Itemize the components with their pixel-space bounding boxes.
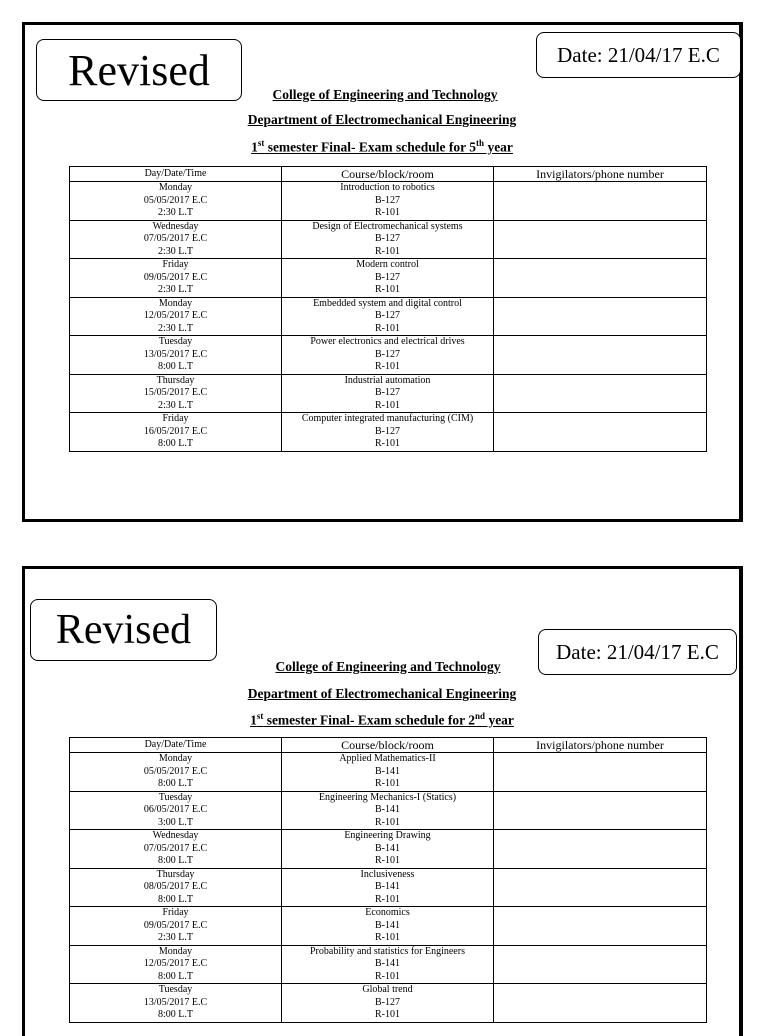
table-row <box>70 413 707 452</box>
exam-day: Tuesday <box>158 984 193 995</box>
course-block-room-cell <box>282 791 494 830</box>
day-date-time-cell <box>70 868 282 907</box>
block-number: B-127 <box>375 233 400 244</box>
course-name: Computer integrated manufacturing (CIM) <box>301 413 474 424</box>
room-number: R-101 <box>375 399 400 411</box>
exam-day: Thursday <box>156 868 195 880</box>
block-number: B-127 <box>375 271 400 283</box>
day-date-time-cell <box>70 374 282 413</box>
exam-time: 2:30 L.T <box>158 245 193 257</box>
table-row <box>70 791 707 830</box>
table-row <box>70 336 707 375</box>
room-number: R-101 <box>375 855 400 866</box>
room-number: R-101 <box>375 284 400 295</box>
block-number: B-127 <box>375 194 400 206</box>
block-number: B-141 <box>375 881 400 892</box>
exam-date: 12/05/2017 E.C <box>143 310 208 321</box>
exam-day: Friday <box>162 907 189 918</box>
exam-day: Monday <box>158 945 193 957</box>
course-name: Applied Mathematics-II <box>339 753 436 764</box>
block-number: B-141 <box>375 919 400 931</box>
invigilators-cell <box>494 297 707 336</box>
exam-time: 2:30 L.T <box>158 207 193 218</box>
exam-date: 12/05/2017 E.C <box>143 958 208 969</box>
course-block-room-cell <box>282 753 494 792</box>
department-heading: Department of Electromechanical Engineering <box>247 686 517 701</box>
exam-time: 8:00 L.T <box>158 1009 193 1020</box>
exam-time: 2:30 L.T <box>158 322 193 334</box>
course-block-room-cell <box>282 182 494 221</box>
column-header-invigilators: Invigilators/phone number <box>494 167 707 182</box>
table-header-row <box>70 167 707 182</box>
exam-date: 09/05/2017 E.C <box>143 919 208 931</box>
table-header-row <box>70 738 707 753</box>
invigilators-cell <box>494 791 707 830</box>
course-name: Inclusiveness <box>360 868 415 880</box>
schedule-table <box>69 166 707 452</box>
exam-date: 06/05/2017 E.C <box>143 804 208 815</box>
table-row <box>70 297 707 336</box>
exam-time: 8:00 L.T <box>158 893 193 905</box>
course-name: Industrial automation <box>344 374 431 386</box>
room-number: R-101 <box>375 816 400 828</box>
block-number: B-141 <box>375 842 400 854</box>
invigilators-cell <box>494 984 707 1023</box>
department-heading: Department of Electromechanical Engineering <box>247 112 517 127</box>
exam-time: 2:30 L.T <box>158 399 193 411</box>
schedule-table <box>69 737 707 1023</box>
table-row <box>70 753 707 792</box>
exam-schedule-sheet-5th-year <box>22 22 743 522</box>
invigilators-cell <box>494 830 707 869</box>
table-row <box>70 868 707 907</box>
room-number: R-101 <box>375 361 400 372</box>
exam-date: 07/05/2017 E.C <box>143 842 208 854</box>
exam-day: Tuesday <box>158 791 193 803</box>
room-number: R-101 <box>375 322 400 334</box>
exam-schedule-sheet-2nd-year <box>22 566 743 1036</box>
day-date-time-cell <box>70 297 282 336</box>
column-header-day-date-time: Day/Date/Time <box>70 738 282 753</box>
course-block-room-cell <box>282 336 494 375</box>
block-number: B-141 <box>375 804 400 815</box>
course-name: Design of Electromechanical systems <box>312 220 463 232</box>
invigilators-cell <box>494 182 707 221</box>
course-block-room-cell <box>282 907 494 946</box>
course-block-room-cell <box>282 945 494 984</box>
college-heading: College of Engineering and Technology <box>272 87 498 102</box>
invigilators-cell <box>494 259 707 298</box>
day-date-time-cell <box>70 984 282 1023</box>
exam-day: Monday <box>158 182 193 193</box>
invigilators-cell <box>494 945 707 984</box>
block-number: B-127 <box>375 387 400 398</box>
course-name: Global trend <box>362 984 413 995</box>
block-number: B-141 <box>375 765 400 777</box>
exam-date: 07/05/2017 E.C <box>143 233 208 244</box>
room-number: R-101 <box>375 245 400 257</box>
table-row <box>70 830 707 869</box>
course-block-room-cell <box>282 297 494 336</box>
date-box: Date: 21/04/17 E.C <box>536 32 741 78</box>
course-name: Introduction to robotics <box>340 182 435 193</box>
revised-stamp: Revised <box>30 599 217 661</box>
exam-day: Monday <box>158 753 193 764</box>
exam-date: 09/05/2017 E.C <box>143 271 208 283</box>
course-block-room-cell <box>282 220 494 259</box>
exam-date: 13/05/2017 E.C <box>143 996 208 1008</box>
exam-day: Friday <box>162 413 189 424</box>
exam-date: 08/05/2017 E.C <box>143 881 208 892</box>
block-number: B-127 <box>375 310 400 321</box>
course-name: Probability and statistics for Engineers <box>310 945 465 957</box>
block-number: B-127 <box>375 425 400 437</box>
day-date-time-cell <box>70 259 282 298</box>
course-block-room-cell <box>282 259 494 298</box>
block-number: B-127 <box>375 348 400 360</box>
column-header-invigilators: Invigilators/phone number <box>494 738 707 753</box>
block-number: B-141 <box>375 958 400 969</box>
exam-day: Thursday <box>156 374 195 386</box>
room-number: R-101 <box>375 893 400 905</box>
exam-time: 8:00 L.T <box>158 778 193 789</box>
table-row <box>70 374 707 413</box>
course-name: Modern control <box>356 259 419 270</box>
exam-date: 13/05/2017 E.C <box>143 348 208 360</box>
exam-date: 16/05/2017 E.C <box>143 425 208 437</box>
exam-date: 05/05/2017 E.C <box>143 194 208 206</box>
exam-time: 2:30 L.T <box>158 932 193 943</box>
column-header-course-block-room: Course/block/room <box>282 738 494 753</box>
schedule-heading: 1st semester Final- Exam schedule for 2nd year <box>250 711 514 728</box>
exam-day: Monday <box>158 297 193 309</box>
exam-day: Wednesday <box>152 830 199 841</box>
room-number: R-101 <box>375 932 400 943</box>
revised-stamp: Revised <box>36 39 242 101</box>
course-block-room-cell <box>282 830 494 869</box>
invigilators-cell <box>494 868 707 907</box>
column-header-course-block-room: Course/block/room <box>282 167 494 182</box>
day-date-time-cell <box>70 945 282 984</box>
exam-time: 8:00 L.T <box>158 361 193 372</box>
course-block-room-cell <box>282 413 494 452</box>
exam-day: Tuesday <box>158 336 193 347</box>
table-row <box>70 945 707 984</box>
schedule-heading: 1st semester Final- Exam schedule for 5th year <box>251 138 513 155</box>
block-number: B-127 <box>375 996 400 1008</box>
table-row <box>70 182 707 221</box>
exam-day: Friday <box>162 259 189 270</box>
date-box: Date: 21/04/17 E.C <box>538 629 737 675</box>
day-date-time-cell <box>70 336 282 375</box>
table-row <box>70 220 707 259</box>
day-date-time-cell <box>70 791 282 830</box>
invigilators-cell <box>494 413 707 452</box>
table-row <box>70 259 707 298</box>
room-number: R-101 <box>375 778 400 789</box>
course-name: Power electronics and electrical drives <box>310 336 465 347</box>
invigilators-cell <box>494 336 707 375</box>
invigilators-cell <box>494 220 707 259</box>
day-date-time-cell <box>70 830 282 869</box>
invigilators-cell <box>494 907 707 946</box>
exam-time: 3:00 L.T <box>158 816 193 828</box>
college-heading: College of Engineering and Technology <box>275 659 501 674</box>
exam-time: 8:00 L.T <box>158 438 193 449</box>
course-name: Engineering Drawing <box>344 830 431 841</box>
day-date-time-cell <box>70 413 282 452</box>
invigilators-cell <box>494 374 707 413</box>
room-number: R-101 <box>375 438 400 449</box>
day-date-time-cell <box>70 753 282 792</box>
exam-day: Wednesday <box>152 220 199 232</box>
room-number: R-101 <box>375 1009 400 1020</box>
day-date-time-cell <box>70 907 282 946</box>
exam-date: 15/05/2017 E.C <box>143 387 208 398</box>
exam-time: 2:30 L.T <box>158 284 193 295</box>
room-number: R-101 <box>375 207 400 218</box>
exam-date: 05/05/2017 E.C <box>143 765 208 777</box>
course-name: Embedded system and digital control <box>313 297 462 309</box>
exam-time: 8:00 L.T <box>158 970 193 982</box>
exam-time: 8:00 L.T <box>158 855 193 866</box>
course-block-room-cell <box>282 868 494 907</box>
course-block-room-cell <box>282 984 494 1023</box>
day-date-time-cell <box>70 182 282 221</box>
invigilators-cell <box>494 753 707 792</box>
course-block-room-cell <box>282 374 494 413</box>
room-number: R-101 <box>375 970 400 982</box>
course-name: Economics <box>365 907 410 918</box>
course-name: Engineering Mechanics-I (Statics) <box>318 791 457 803</box>
table-row <box>70 984 707 1023</box>
day-date-time-cell <box>70 220 282 259</box>
column-header-day-date-time: Day/Date/Time <box>70 167 282 182</box>
table-row <box>70 907 707 946</box>
